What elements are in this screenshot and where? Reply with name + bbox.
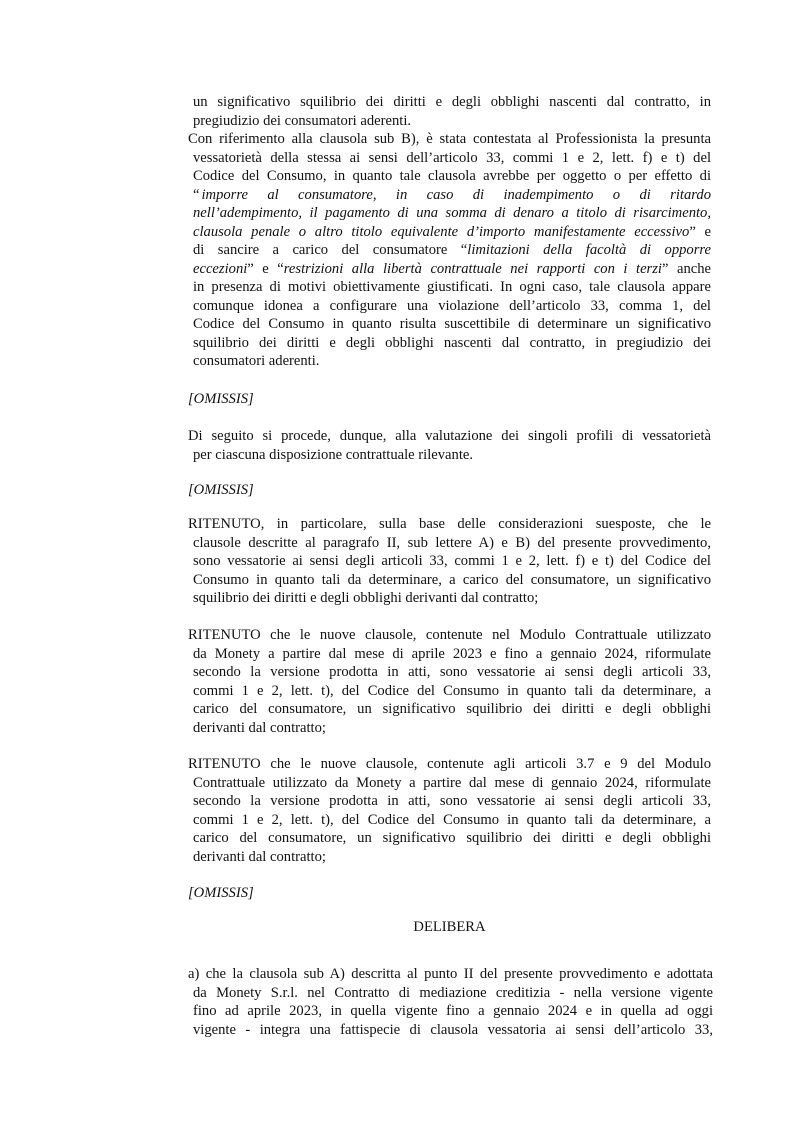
quoted-text: limitazioni della facoltà di opporre [467,242,711,258]
text-line: Contrattuale utilizzato da Monety a partire dal mese di gennaio 2024, riformulate [193,774,711,791]
text-line [193,260,711,279]
omissis-marker [188,390,254,409]
ritenuto-paragraph-3-body [193,774,711,867]
text-line: Con riferimento alla clausola sub B), è stata contestata al Professionista la presunta [188,131,711,147]
quote-open: “ [193,186,200,203]
text-line: in presenza di motivi obiettivamente giustificati. In ogni caso, tale clausola appare [193,279,711,295]
text-line: consumatori aderenti. [193,353,320,369]
text-line: un significativo squilibrio dei diritti e degli obblighi nascenti dal contratto, in [193,94,711,110]
text-line: derivanti dal contratto; [193,719,326,736]
quote-close: ” e [689,223,711,240]
ritenuto-paragraph-2 [188,626,711,645]
text-line: clausole descritte al paragrafo II, sub lettere A) e B) del presente provvedimento, [193,534,711,551]
delibera-title: DELIBERA [413,919,486,935]
text-line: secondo la versione prodotta in atti, sono vessatorie ai sensi degli articoli 33, [193,664,711,680]
text-line: commi 1 e 2, lett. t), del Codice del Consumo in quanto tali da determinare, a [193,811,711,828]
ritenuto-paragraph-1 [188,515,711,534]
text-line: RITENUTO che le nuove clausole, contenute nel Modulo Contrattuale utilizzato [188,627,711,643]
quoted-text: imporre al consumatore, in caso di inadempimento o di ritardo [201,186,711,203]
quoted-text: clausola penale o altro titolo equivalente d’importo manifestamente eccessivo [193,223,690,240]
paragraph-valutazione-body [193,446,711,465]
text-line: vigente - integra una fattispecie di clausola vessatoria ai sensi dell’articolo 33, [193,1021,713,1038]
ritenuto-paragraph-2-body [193,645,711,738]
text-line: per ciascuna disposizione contrattuale rilevante. [193,446,474,463]
omissis-marker [188,884,254,903]
text-line: Codice del Consumo in quanto risulta suscettibile di determinare un significativo [193,316,711,332]
quoted-text: nell’adempimento, il pagamento di una somma di denaro a titolo di risarcimento, [193,205,711,221]
text-segment: ” anche [661,260,711,277]
text-line: vessatorietà della stessa ai sensi dell’articolo 33, commi 1 e 2, lett. f) e t) del [193,149,711,166]
delibera-item-a-body [193,984,713,1040]
text-segment: ” e “ [247,260,284,277]
paragraph-clausola-b [188,130,711,149]
quoted-text: eccezioni [193,260,248,277]
text-line: derivanti dal contratto; [193,848,326,865]
text-line: Consumo in quanto tali da determinare, a carico del consumatore, un significativo [193,571,711,588]
text-line [193,204,711,223]
text-line: pregiudizio dei consumatori aderenti. [193,112,412,129]
text-line: carico del consumatore, un significativo squilibrio dei diritti e degli obblighi [193,701,711,717]
text-segment: di sancire a carico del consumatore “ [193,242,468,258]
paragraph-valutazione [188,427,711,446]
paragraph-continuation [193,93,711,130]
omissis-text: [OMISSIS] [188,885,254,901]
text-line: da Monety S.r.l. nel Contratto di mediazione creditizia - nella versione vigente [193,984,713,1001]
ritenuto-paragraph-1-body [193,534,711,608]
text-line: a) che la clausola sub A) descritta al punto II del presente provvedimento e adottata [188,966,713,982]
text-line: fino ad aprile 2023, in quella vigente fino a gennaio 2024 e in quella ad oggi [193,1003,713,1019]
delibera-item-a [188,965,713,984]
text-line [193,241,711,260]
omissis-marker [188,481,254,500]
text-line: squilibrio dei diritti e degli obblighi derivanti dal contratto; [193,590,539,606]
text-line [193,223,711,242]
omissis-text: [OMISSIS] [188,391,254,407]
text-line: RITENUTO, in particolare, sulla base delle considerazioni suesposte, che le [188,516,711,532]
text-line: squilibrio dei diritti e degli obblighi nascenti dal contratto, in pregiudizio dei [193,334,711,351]
text-line: comunque idonea a configurare una violazione dell’articolo 33, comma 1, del [193,297,711,314]
delibera-heading [188,918,711,937]
text-line: carico del consumatore, un significativo squilibrio dei diritti e degli obblighi [193,830,711,846]
text-line: commi 1 e 2, lett. t), del Codice del Consumo in quanto tali da determinare, a [193,682,711,699]
text-line: Di seguito si procede, dunque, alla valutazione dei singoli profili di vessatorietà [188,428,711,444]
omissis-text: [OMISSIS] [188,482,254,498]
ritenuto-paragraph-3 [188,755,711,774]
quoted-text: restrizioni alla libertà contrattuale nei rapporti con i terzi [283,260,662,277]
text-line: Codice del Consumo, in quanto tale clausola avrebbe per oggetto o per effetto di [193,168,711,184]
text-line: secondo la versione prodotta in atti, sono vessatorie ai sensi degli articoli 33, [193,793,711,809]
text-line: sono vessatorie ai sensi degli articoli 33, commi 1 e 2, lett. f) e t) del Codice del [193,553,711,569]
text-line: da Monety a partire dal mese di aprile 2023 e fino a gennaio 2024, riformulate [193,645,711,662]
paragraph-clausola-b-body [193,149,711,371]
text-line [193,186,711,205]
text-line: RITENUTO che le nuove clausole, contenute agli articoli 3.7 e 9 del Modulo [188,756,711,772]
